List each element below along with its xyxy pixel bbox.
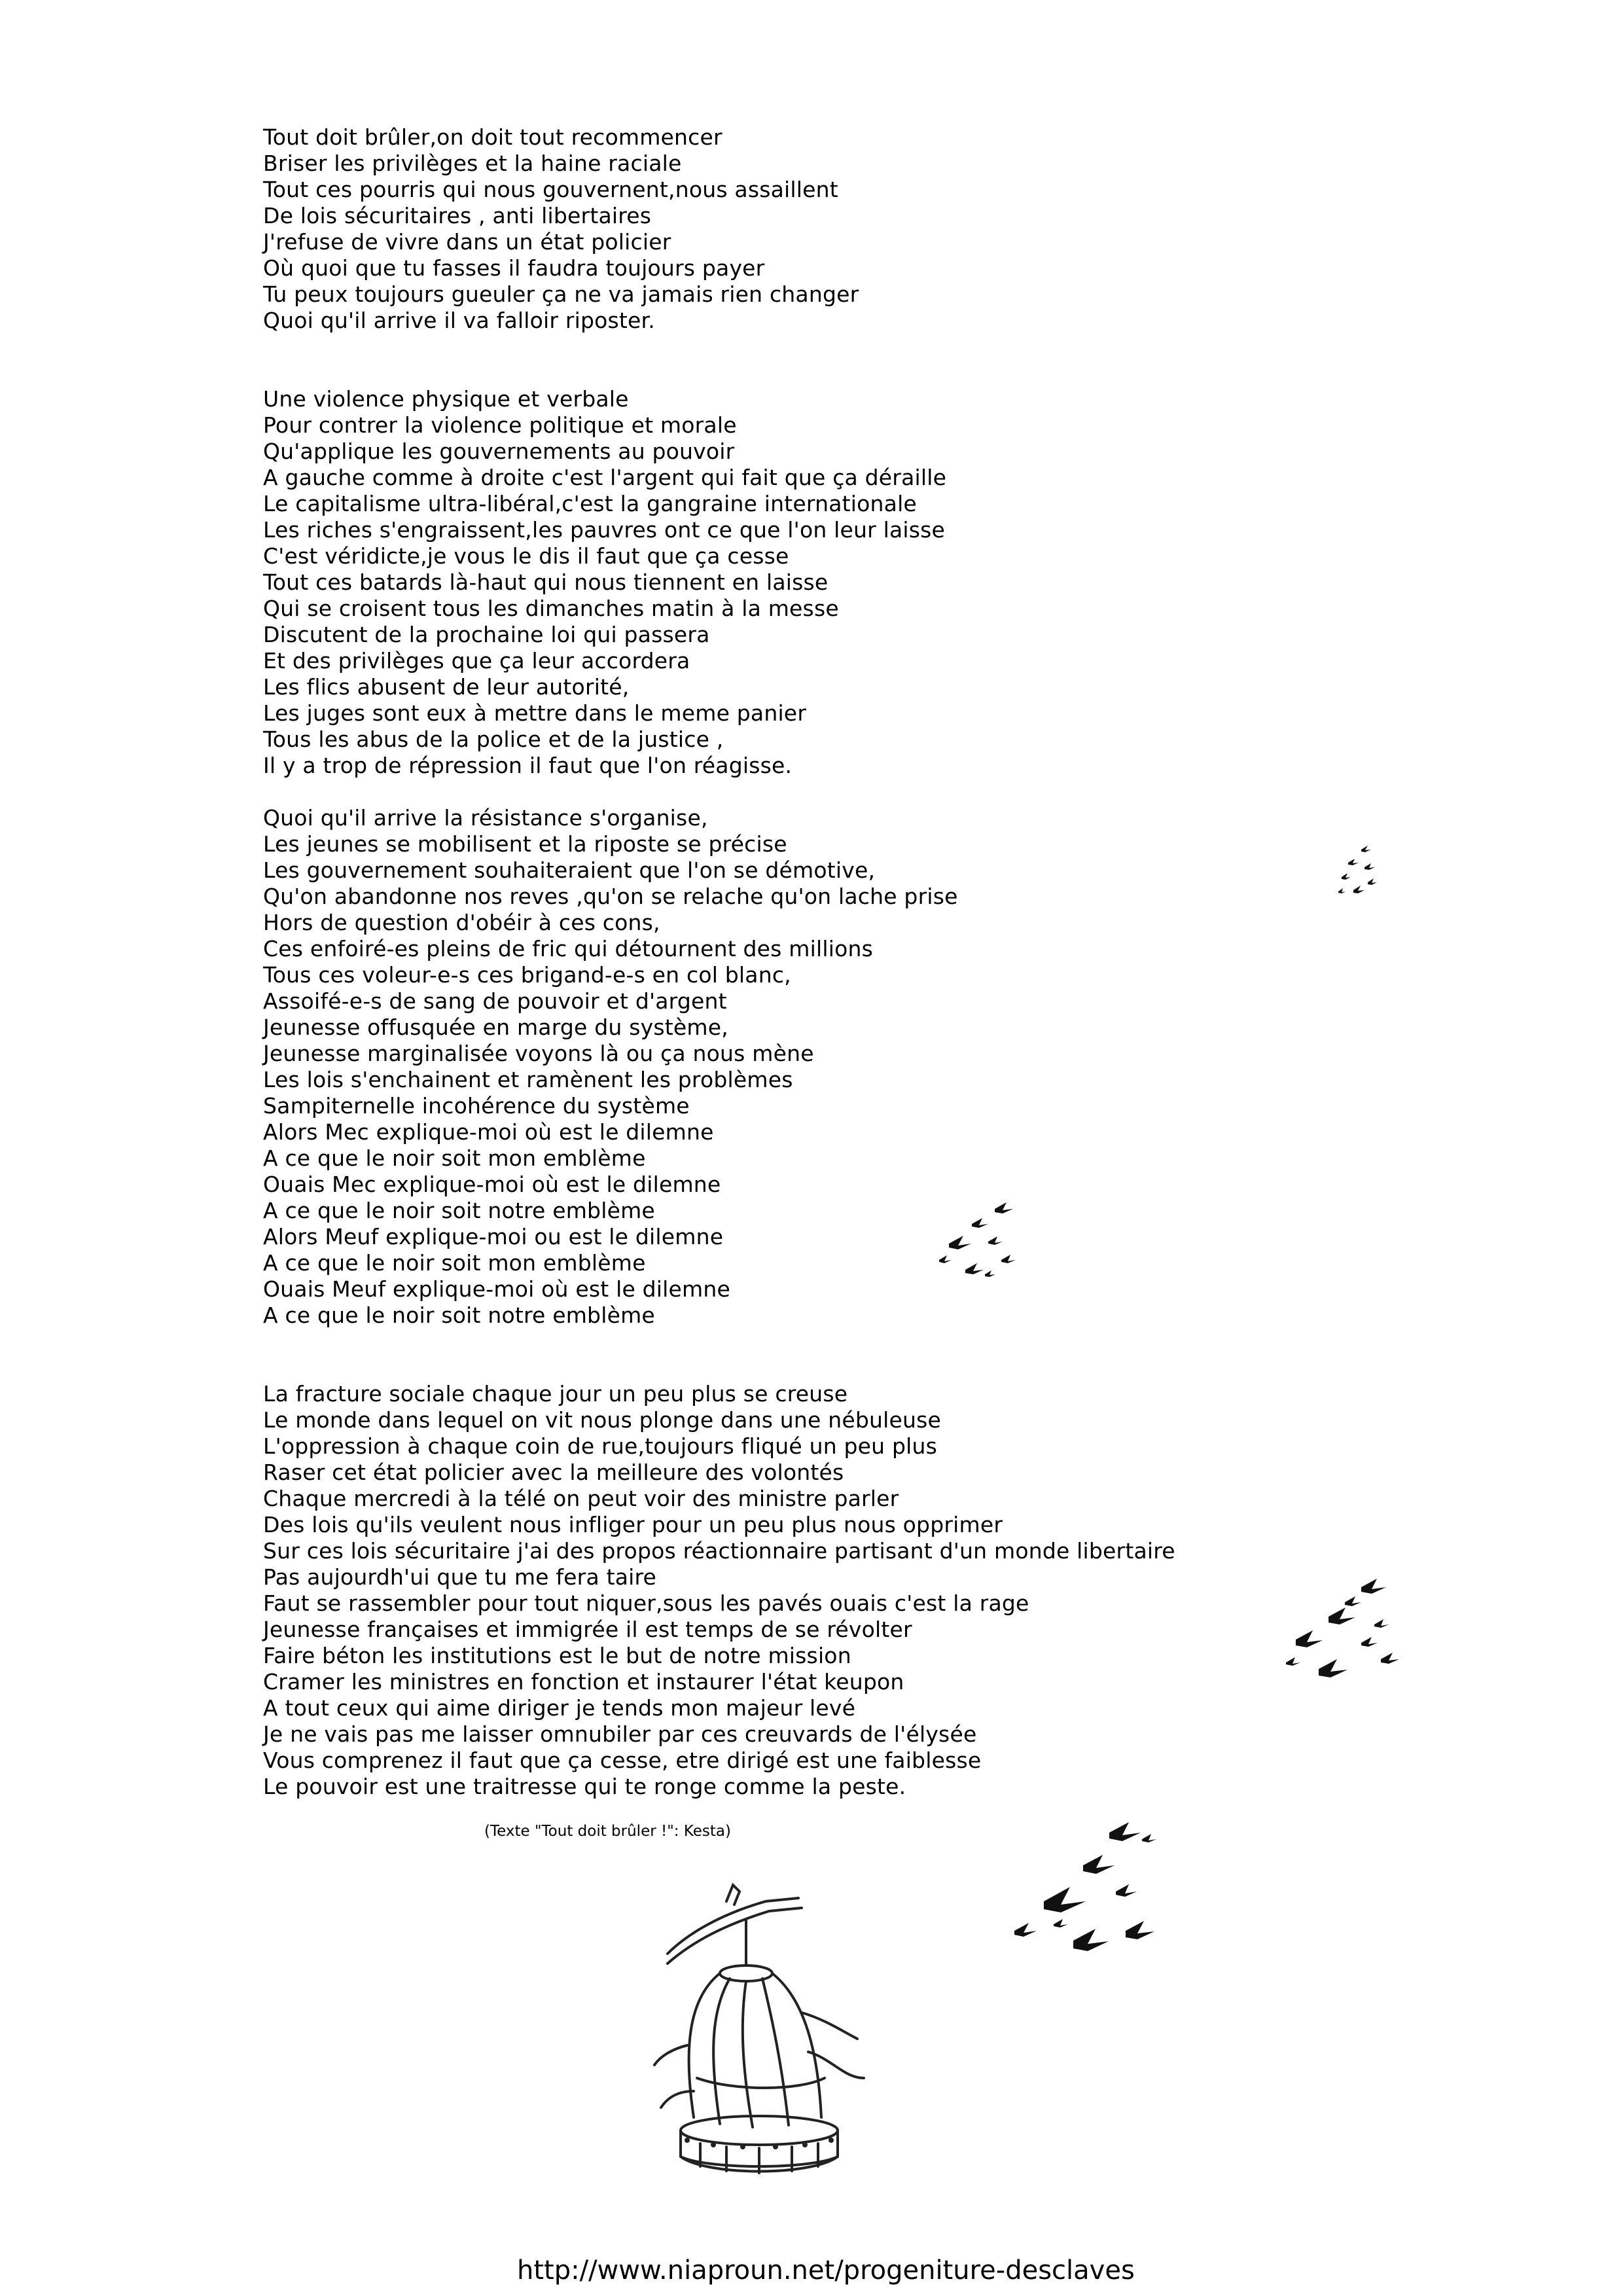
poem-line: Vous comprenez il faut que ça cesse, etre dirigé est une faiblesse: [263, 1748, 982, 1773]
poem-line: Ouais Mec explique-moi où est le dilemne: [263, 1172, 721, 1197]
poem-line: Des lois qu'ils veulent nous infliger pour un peu plus nous opprimer: [263, 1512, 1003, 1537]
poem-line: Alors Mec explique-moi où est le dilemne: [263, 1119, 714, 1145]
poem-line: Qu'on abandonne nos reves ,qu'on se relache qu'on lache prise: [263, 884, 958, 909]
poem-line: Tout ces pourris qui nous gouvernent,nous assaillent: [263, 177, 838, 202]
poem-line: Les flics abusent de leur autorité,: [263, 674, 630, 700]
poem-line: Qu'applique les gouvernements au pouvoir: [263, 439, 735, 464]
poem-line: Pour contrer la violence politique et morale: [263, 412, 737, 438]
poem-line: Les gouvernement souhaiteraient que l'on se démotive,: [263, 857, 876, 883]
flying-birds-icon: [1283, 1577, 1407, 1702]
poem-line: Briser les privilèges et la haine raciale: [263, 151, 682, 176]
poem-line: Je ne vais pas me laisser omnubiler par ces creuvards de l'élysée: [263, 1721, 977, 1747]
poem-line: Alors Meuf explique-moi ou est le dilemne: [263, 1224, 724, 1249]
stanza-3: [263, 805, 958, 1329]
poem-line: A ce que le noir soit notre emblème: [263, 1198, 655, 1223]
poem-line: Quoi qu'il arrive la résistance s'organise,: [263, 805, 708, 831]
poem-line: J'refuse de vivre dans un état policier: [263, 229, 671, 255]
poem-line: Faut se rassembler pour tout niquer,sous les pavés ouais c'est la rage: [263, 1590, 1029, 1616]
poem-line: Sur ces lois sécuritaire j'ai des propos réactionnaire partisant d'un monde libertaire: [263, 1538, 1175, 1564]
stanza-2: [263, 386, 946, 779]
poem-line: Une violence physique et verbale: [263, 386, 629, 412]
poem-line: Assoifé-e-s de sang de pouvoir et d'argent: [263, 988, 727, 1014]
poem-line: Les juges sont eux à mettre dans le meme panier: [263, 700, 807, 726]
poem-line: A gauche comme à droite c'est l'argent qui fait que ça déraille: [263, 465, 947, 490]
poem-line: C'est véridicte,je vous le dis il faut que ça cesse: [263, 543, 789, 569]
poem-line: Et des privilèges que ça leur accordera: [263, 648, 690, 673]
poem-line: Où quoi que tu fasses il faudra toujours payer: [263, 255, 765, 281]
poem-line: De lois sécuritaires , anti libertaires: [263, 203, 652, 228]
poem-line: Pas aujourdh'ui que tu me fera taire: [263, 1564, 657, 1590]
poem-line: Ouais Meuf explique-moi où est le dilemne: [263, 1276, 730, 1302]
poem-line: Discutent de la prochaine loi qui passera: [263, 622, 710, 647]
poem-line: Les riches s'engraissent,les pauvres ont ce que l'on leur laisse: [263, 517, 946, 543]
poem-line: Cramer les ministres en fonction et instaurer l'état keupon: [263, 1669, 904, 1695]
poem-line: Quoi qu'il arrive il va falloir riposter.: [263, 308, 655, 333]
poem-line: Les jeunes se mobilisent et la riposte se précise: [263, 831, 787, 857]
poem-line: A ce que le noir soit mon emblème: [263, 1250, 646, 1276]
poem-line: Tout doit brûler,on doit tout recommencer: [263, 124, 722, 150]
poem-line: Le capitalisme ultra-libéral,c'est la gangraine internationale: [263, 491, 917, 516]
poem-line: L'oppression à chaque coin de rue,toujours fliqué un peu plus: [263, 1433, 937, 1459]
poem-line: Raser cet état policier avec la meilleure des volontés: [263, 1460, 844, 1485]
poem-line: Tous les abus de la police et de la justice ,: [263, 726, 724, 752]
poem-line: Hors de question d'obéir à ces cons,: [263, 910, 660, 935]
poem-line: Jeunesse marginalisée voyons là ou ça nous mène: [263, 1041, 814, 1066]
poem-line: Tout ces batards là-haut qui nous tiennent en laisse: [263, 569, 829, 595]
poem-line: Chaque mercredi à la télé on peut voir des ministre parler: [263, 1486, 899, 1511]
poem-line: Il y a trop de répression il faut que l'on réagisse.: [263, 753, 793, 778]
footer-url: http://www.niaproun.net/progeniture-desclaves: [517, 2255, 1135, 2286]
stanza-1: [263, 124, 859, 334]
poem-line: Le pouvoir est une traitresse qui te ronge comme la peste.: [263, 1774, 906, 1799]
poem-line: A ce que le noir soit notre emblème: [263, 1302, 655, 1328]
poem-line: Ces enfoiré-es pleins de fric qui détournent des millions: [263, 936, 873, 961]
poem-line: Jeunesse françaises et immigrée il est temps de se révolter: [263, 1617, 912, 1642]
poem-line: Qui se croisent tous les dimanches matin à la messe: [263, 596, 839, 621]
flying-birds-icon: [936, 1201, 1027, 1289]
flying-birds-icon: [1335, 844, 1387, 903]
poem-line: Tous ces voleur-e-s ces brigand-e-s en col blanc,: [263, 962, 791, 988]
broken-birdcage-icon: [648, 1882, 890, 2183]
poem-line: Jeunesse offusquée en marge du système,: [263, 1014, 728, 1040]
poem-line: Faire béton les institutions est le but de notre mission: [263, 1643, 851, 1668]
flying-birds-icon: [1011, 1820, 1175, 1996]
poem-line: Les lois s'enchainent et ramènent les problèmes: [263, 1067, 793, 1092]
poem-line: Tu peux toujours gueuler ça ne va jamais rien changer: [263, 281, 859, 307]
stanza-4: [263, 1381, 1175, 1800]
poem-line: A tout ceux qui aime diriger je tends mon majeur levé: [263, 1695, 856, 1721]
poem-line: Le monde dans lequel on vit nous plonge dans une nébuleuse: [263, 1407, 941, 1433]
poem-line: La fracture sociale chaque jour un peu plus se creuse: [263, 1381, 848, 1407]
text-credit: (Texte "Tout doit brûler !": Kesta): [484, 1823, 731, 1840]
poem-line: Sampiternelle incohérence du système: [263, 1093, 690, 1119]
poem-line: A ce que le noir soit mon emblème: [263, 1145, 646, 1171]
